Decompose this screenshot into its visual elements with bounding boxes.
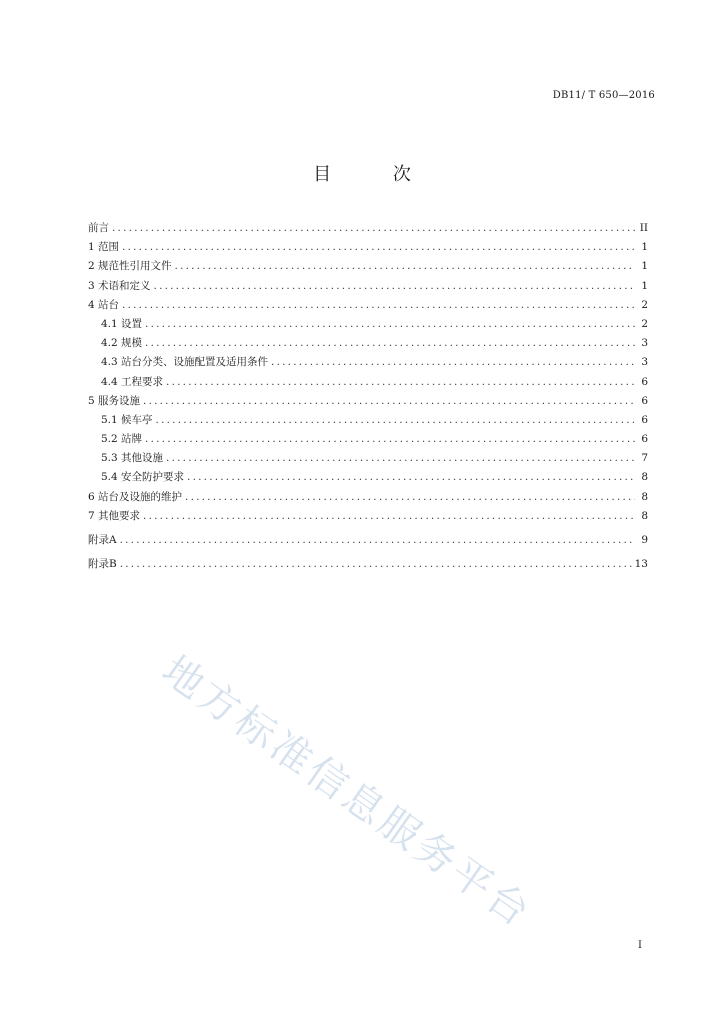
- toc-entry[interactable]: [88, 392, 648, 411]
- toc-entry[interactable]: [88, 219, 648, 238]
- toc-leader-dots: [271, 353, 635, 372]
- toc-entry-page: 3: [641, 337, 648, 350]
- toc-entry-page: 8: [641, 490, 648, 503]
- toc-leader-dots: [122, 238, 635, 257]
- toc-entry-label: 5 服务设施: [88, 394, 141, 407]
- toc-entry[interactable]: [88, 555, 648, 574]
- toc-entry-page: 3: [641, 356, 648, 369]
- toc-entry-page: 2: [641, 298, 648, 311]
- toc-leader-dots: [122, 296, 635, 315]
- toc-entry-page: 8: [641, 509, 648, 522]
- toc-leader-dots: [143, 392, 635, 411]
- toc-entry-page: 8: [641, 471, 648, 484]
- toc-entry[interactable]: [88, 531, 648, 550]
- toc-entry-label: 1 范围: [88, 241, 120, 254]
- toc-leader-dots: [112, 219, 635, 238]
- toc-entry[interactable]: [88, 296, 648, 315]
- toc-leader-dots: [154, 277, 635, 296]
- toc-entry-label: 5.2 站牌: [101, 433, 143, 446]
- page-number: I: [638, 940, 642, 951]
- toc-entry-page: II: [639, 222, 648, 234]
- toc-entry-label: 7 其他要求: [88, 509, 141, 522]
- toc-entry-page: 6: [641, 413, 648, 426]
- toc-entry[interactable]: [88, 449, 648, 468]
- toc-entry[interactable]: [88, 353, 648, 372]
- toc-entry-page: 13: [634, 558, 648, 571]
- toc-leader-dots: [120, 531, 635, 550]
- toc-entry[interactable]: [88, 411, 648, 430]
- table-of-contents: [88, 219, 648, 574]
- toc-entry-label: 前言: [88, 222, 109, 234]
- toc-entry[interactable]: [88, 277, 648, 296]
- toc-entry-label: 5.4 安全防护要求: [101, 471, 185, 484]
- toc-leader-dots: [143, 507, 635, 526]
- toc-entry[interactable]: [88, 315, 648, 334]
- toc-entry-label: 4.1 设置: [101, 317, 143, 330]
- toc-entry[interactable]: [88, 430, 648, 449]
- toc-entry-label: 4.4 工程要求: [101, 375, 164, 388]
- toc-leader-dots: [185, 488, 635, 507]
- toc-entry[interactable]: [88, 373, 648, 392]
- document-code: DB11/ T 650—2016: [552, 90, 655, 101]
- toc-entry[interactable]: [88, 238, 648, 257]
- toc-entry-label: 4.3 站台分类、设施配置及适用条件: [101, 356, 269, 369]
- toc-entry-page: 6: [641, 394, 648, 407]
- toc-entry-label: 4.2 规模: [101, 337, 143, 350]
- toc-entry-page: 6: [641, 433, 648, 446]
- toc-entry[interactable]: [88, 507, 648, 526]
- toc-leader-dots: [166, 449, 635, 468]
- toc-entry-label: 5.3 其他设施: [101, 452, 164, 465]
- toc-leader-dots: [120, 555, 632, 574]
- toc-leader-dots: [166, 373, 635, 392]
- toc-leader-dots: [145, 430, 635, 449]
- toc-entry-label: 5.1 候车亭: [101, 413, 153, 426]
- toc-entry-label: 4 站台: [88, 298, 120, 311]
- toc-entry-label: 附录A: [88, 534, 117, 546]
- toc-leader-dots: [156, 411, 635, 430]
- toc-entry[interactable]: [88, 488, 648, 507]
- toc-entry-label: 2 规范性引用文件: [88, 260, 172, 273]
- toc-entry-page: 9: [641, 534, 648, 546]
- toc-entry-label: 6 站台及设施的维护: [88, 490, 183, 503]
- toc-leader-dots: [187, 468, 635, 487]
- toc-entry[interactable]: [88, 334, 648, 353]
- watermark: 地方标准信息服务平台: [153, 647, 541, 938]
- toc-leader-dots: [175, 257, 635, 276]
- toc-entry-page: 7: [641, 452, 648, 465]
- toc-entry-label: 3 术语和定义: [88, 279, 151, 292]
- toc-entry-page: 2: [641, 317, 648, 330]
- toc-leader-dots: [145, 315, 635, 334]
- toc-entry-page: 1: [641, 279, 648, 292]
- toc-entry-page: 6: [641, 375, 648, 388]
- toc-title: 目 次: [313, 164, 439, 185]
- toc-entry-label: 附录B: [88, 558, 117, 571]
- toc-entry[interactable]: [88, 468, 648, 487]
- toc-entry[interactable]: [88, 257, 648, 276]
- toc-entry-page: 1: [641, 241, 648, 254]
- toc-leader-dots: [145, 334, 635, 353]
- toc-entry-page: 1: [641, 260, 648, 273]
